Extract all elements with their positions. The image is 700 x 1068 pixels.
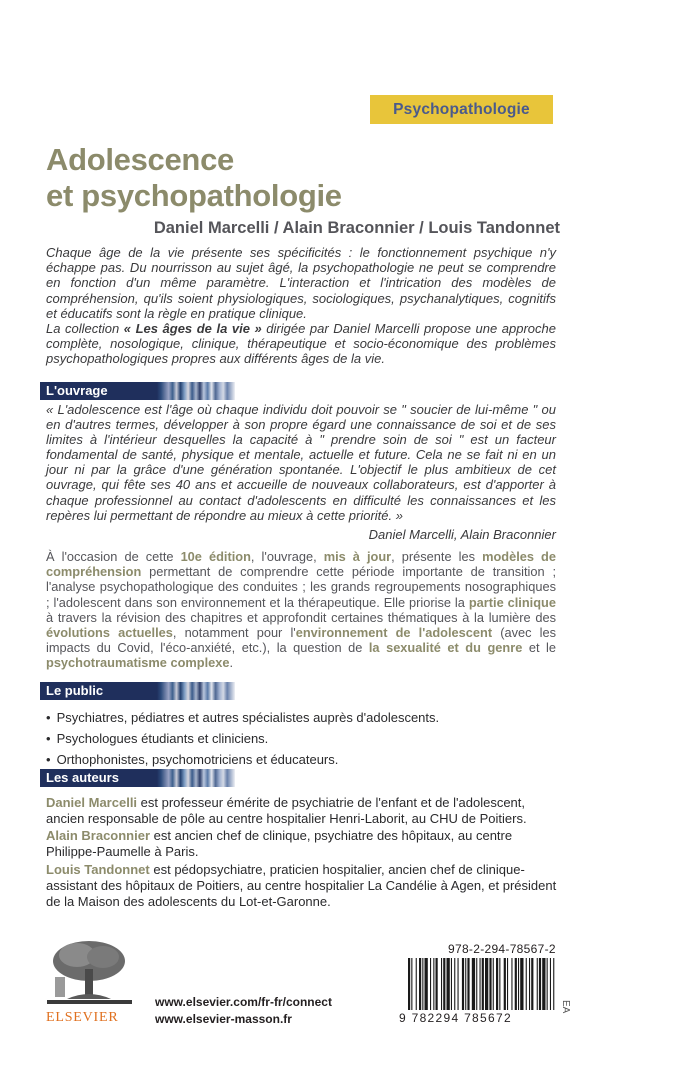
audience-list: [46, 707, 566, 770]
barcode-bar: [511, 958, 512, 1010]
intro-text: La collection: [46, 321, 124, 337]
collection-name: « Les âges de la vie »: [123, 321, 262, 337]
authors-line: Daniel Marcelli / Alain Braconnier / Louis Tandonnet: [153, 219, 560, 237]
barcode-bar: [537, 958, 538, 1010]
edition-highlight: évolutions actuelles: [46, 625, 173, 641]
ea-mark: EA: [560, 1000, 571, 1014]
barcode-bar: [499, 958, 500, 1010]
isbn-number: 978-2-294-78567-2: [448, 942, 556, 956]
barcode-bar: [542, 958, 545, 1010]
barcode-bar: [422, 958, 423, 1010]
edition-text: et le: [522, 640, 557, 656]
barcode-bar: [493, 958, 494, 1010]
barcode-bar: [465, 958, 466, 1010]
edition-highlight: modèles de compréhension: [46, 549, 556, 580]
author-bio: [46, 795, 561, 827]
author-bio-text: est pédopsychiatre, praticien hospitalier, ancien chef de clinique-assistant des hôpitaux de Poitiers, au centre hospitalier La Candélie à Agen, et président de la Maison des adolescents du Lot-et-Garonne.: [46, 862, 557, 909]
edition-highlight: partie clinique: [468, 594, 556, 610]
barcode-bar: [436, 958, 438, 1010]
title-line-2: et psychopathologie: [46, 178, 342, 213]
edition-text: , notamment pour l': [172, 625, 296, 641]
barcode-bar: [447, 958, 450, 1010]
barcode-bar: [518, 958, 519, 1010]
barcode-bar: [515, 958, 517, 1010]
edition-highlight: 10e édition: [180, 549, 251, 564]
edition-text: , l'ouvrage,: [250, 549, 324, 564]
edition-paragraph: [46, 549, 556, 671]
section-label-auteurs: Les auteurs: [46, 770, 119, 785]
author-name: Alain Braconnier: [46, 828, 151, 843]
edition-text: permettant de comprendre cette période importante de transition ; l'analyse psychopathologique des conduites ; les grands regroupements nosographiques ; l'adolescent dans son environnement et la thérapeutique. Elle priorise la: [46, 564, 556, 610]
section-label-ouvrage: L'ouvrage: [46, 383, 108, 398]
edition-text: , présente les: [391, 549, 483, 564]
author-bio: [46, 862, 561, 910]
barcode-bar: [526, 958, 527, 1010]
collection-intro: [46, 245, 556, 367]
quote-signature: Daniel Marcelli, Alain Braconnier: [368, 527, 556, 542]
barcode-bar: [539, 958, 541, 1010]
barcode-bar: [419, 958, 421, 1010]
edition-text: (avec les impacts du Covid, l'éco-anxiété, etc.), la question de: [46, 625, 556, 656]
intro-paragraph-2: [46, 321, 556, 367]
edition-highlight: environnement de l'adolescent: [295, 625, 493, 641]
intro-text: dirigée par Daniel Marcelli propose une approche complète, nosologique, clinique, thérapeutique et socio-économique des problèmes psychopathologiques propres aux différents âges de la vie.: [46, 321, 556, 367]
title-line-1: Adolescence: [46, 142, 234, 177]
barcode-bar: [451, 958, 452, 1010]
quote-paragraph: « L'adolescence est l'âge où chaque individu doit pouvoir se " soucier de lui-même " ou en d'autres termes, développer à son propre égard une connaissance de soi et de ses limites à l'intérieur desquelles la capacité à " prendre soin de soi " est un facteur fondamental de santé, physique et mentale, actuelle et future. Cela ne se fait ni en un jour ni par la grâce d'une génération spontanée. L'objectif le plus ambitieux de cet ouvrage, qui fête ses 40 ans et accueille de nouveaux collaborateurs, est d'apporter à chaque professionnel au contact d'adolescents en difficulté les connaissances et les repères lui permettant de répondre au mieux à cette priorité. »: [46, 402, 556, 523]
barcode-bar: [507, 958, 508, 1010]
barcode-bar: [430, 958, 431, 1010]
section-bar-auteurs: [40, 769, 235, 787]
barcode-bar: [531, 958, 533, 1010]
barcode-bar: [411, 958, 412, 1010]
section-bar-ouvrage: [40, 382, 235, 400]
barcode-bar: [467, 958, 469, 1010]
barcode-bar: [504, 958, 506, 1010]
website-link[interactable]: www.elsevier.com/fr-fr/connect: [155, 995, 332, 1009]
edition-text: À l'occasion de cette: [46, 549, 181, 564]
book-title: [46, 142, 606, 214]
barcode-bar: [550, 958, 551, 1010]
barcode-bar: [485, 958, 488, 1010]
barcode-bar: [489, 958, 491, 1010]
collection-badge: [370, 95, 553, 124]
barcode-bar: [480, 958, 481, 1010]
barcode-bar: [458, 958, 459, 1010]
list-item: • Psychologues étudiants et cliniciens.: [46, 728, 566, 749]
section-bar-public: [40, 682, 235, 700]
barcode-bar: [520, 958, 523, 1010]
author-bio-text: est ancien chef de clinique, psychiatre des hôpitaux, au centre Philippe-Paumelle à Paris.: [46, 828, 513, 859]
barcode-bar: [454, 958, 455, 1010]
intro-paragraph-1: Chaque âge de la vie présente ses spécificités : le fonctionnement psychique n'y échappe pas. Du nourrisson au sujet âgé, la psychopathologie ne peut se comprendre en fonction d'un même paramètre. L'interaction et l'intrication des modèles de compréhension, qu'ils soient physiologiques, sociologiques, psychanalytiques, cognitifs et éducatifs sont la règle en pratique clinique.: [46, 245, 556, 321]
barcode-bar: [553, 958, 554, 1010]
author-name: Louis Tandonnet: [46, 862, 150, 877]
author-name: Daniel Marcelli: [46, 795, 138, 810]
barcode-bar: [433, 958, 434, 1010]
website-link[interactable]: www.elsevier-masson.fr: [155, 1012, 292, 1026]
barcode-bar: [547, 958, 548, 1010]
publisher-wordmark: ELSEVIER: [46, 1010, 119, 1025]
barcode-digits: 9 782294 785672: [399, 1011, 512, 1025]
section-label-public: Le public: [46, 683, 104, 698]
barcode-bar: [476, 958, 477, 1010]
edition-highlight: psychotraumatisme complexe: [46, 655, 230, 671]
barcode-bar: [496, 958, 498, 1010]
edition-text: .: [229, 655, 234, 671]
barcode-bar: [462, 958, 464, 1010]
barcode-bar: [472, 958, 475, 1010]
barcode-bar: [441, 958, 442, 1010]
barcode-bar: [482, 958, 484, 1010]
collection-badge-label: Psychopathologie: [393, 101, 530, 118]
barcode-bar: [443, 958, 445, 1010]
barcode-bar: [529, 958, 530, 1010]
author-bio-text: est professeur émérite de psychiatrie de l'enfant et de l'adolescent, ancien responsable de pôle au centre hospitalier Henri-Laborit, au CHU de Poitiers.: [46, 795, 527, 826]
barcode-bar: [416, 958, 417, 1010]
edition-highlight: mis à jour: [323, 549, 392, 564]
edition-highlight: la sexualité et du genre: [368, 640, 523, 656]
author-bio: [46, 828, 561, 860]
list-item: • Orthophonistes, psychomotriciens et éducateurs.: [46, 749, 566, 770]
barcode-bar: [425, 958, 428, 1010]
edition-text: à travers la révision des chapitres et approfondit certaines thématiques à la lumière des: [46, 609, 556, 625]
list-item: • Psychiatres, pédiatres et autres spécialistes auprès d'adolescents.: [46, 707, 566, 728]
elsevier-tree-logo: [47, 937, 132, 1007]
barcode-bar: [408, 958, 410, 1010]
